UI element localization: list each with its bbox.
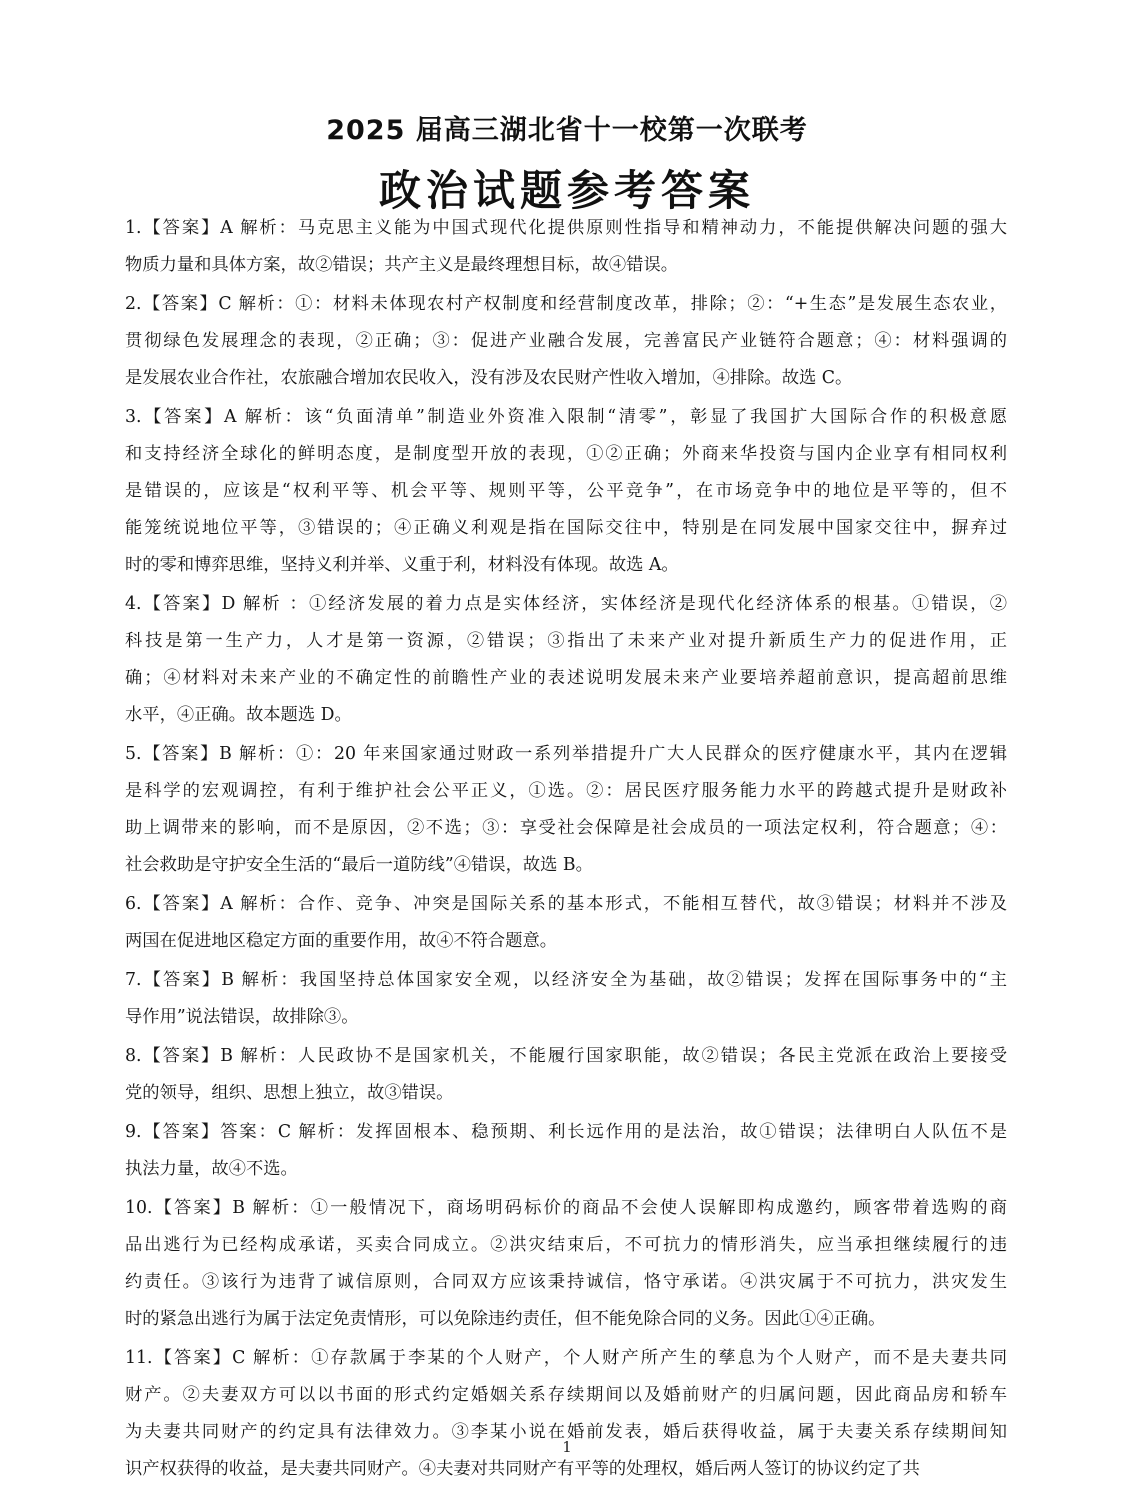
answer-line: 能笼统说地位平等，③错误的；④正确义利观是指在国际交往中，特别是在同发展中国家交往中，摒弃过 bbox=[125, 518, 1007, 538]
answer-line: 为夫妻共同财产的约定具有法律效力。③李某小说在婚前发表，婚后获得收益，属于夫妻关系存续期间知 bbox=[125, 1422, 1007, 1442]
answer-line: 是科学的宏观调控，有利于维护社会公平正义，①选。②：居民医疗服务能力水平的跨越式提升是财政补 bbox=[125, 781, 1007, 801]
answer-line: 财产。②夫妻双方可以以书面的形式约定婚姻关系存续期间以及婚前财产的归属问题，因此商品房和轿车 bbox=[125, 1385, 1007, 1405]
answer-line: 和支持经济全球化的鲜明态度，是制度型开放的表现，①②正确；外商来华投资与国内企业享有相同权利 bbox=[125, 444, 1007, 464]
answer-list bbox=[125, 210, 1007, 1490]
answer-item bbox=[125, 399, 1007, 584]
answer-line: 是错误的，应该是“权利平等、机会平等、规则平等，公平竞争”，在市场竞争中的地位是平等的，但不 bbox=[125, 481, 1007, 501]
exam-title: 2025 届高三湖北省十一校第一次联考 bbox=[326, 115, 808, 146]
answer-item bbox=[125, 1038, 1007, 1112]
answer-line: 3.【答案】A 解析：该“负面清单”制造业外资准入限制“清零”，彰显了我国扩大国际合作的积极意愿 bbox=[125, 407, 1007, 427]
answer-line: 品出逃行为已经构成承诺，买卖合同成立。②洪灾结束后，不可抗力的情形消失，应当承担继续履行的违 bbox=[125, 1235, 1007, 1255]
answer-line: 6.【答案】A 解析：合作、竞争、冲突是国际关系的基本形式，不能相互替代，故③错误；材料并不涉及 bbox=[125, 894, 1007, 914]
answer-line: 水平，④正确。故本题选 D。 bbox=[125, 705, 352, 725]
answer-item bbox=[125, 1190, 1007, 1338]
answer-line: 1.【答案】A 解析：马克思主义能为中国式现代化提供原则性指导和精神动力，不能提供解决问题的强大 bbox=[125, 218, 1007, 238]
answer-line: 是发展农业合作社，农旅融合增加农民收入，没有涉及农民财产性收入增加，④排除。故选 C。 bbox=[125, 368, 853, 388]
answer-line: 物质力量和具体方案，故②错误；共产主义是最终理想目标，故④错误。 bbox=[125, 255, 679, 275]
answer-line: 时的零和博弈思维，坚持义利并举、义重于利，材料没有体现。故选 A。 bbox=[125, 555, 679, 575]
page-number: 1 bbox=[562, 1438, 572, 1456]
document-title: 政治试题参考答案 bbox=[378, 166, 755, 215]
answer-line: 约责任。③该行为违背了诚信原则，合同双方应该秉持诚信，恪守承诺。④洪灾属于不可抗力，洪灾发生 bbox=[125, 1272, 1007, 1292]
answer-item bbox=[125, 210, 1007, 284]
answer-item bbox=[125, 1114, 1007, 1188]
answer-line: 2.【答案】C 解析：①：材料未体现农村产权制度和经营制度改革，排除；②：“+生态”是发展生态农业， bbox=[125, 294, 1007, 314]
answer-item bbox=[125, 736, 1007, 884]
answer-line: 党的领导，组织、思想上独立，故③错误。 bbox=[125, 1083, 454, 1103]
answer-line: 两国在促进地区稳定方面的重要作用，故④不符合题意。 bbox=[125, 931, 558, 951]
answer-line: 时的紧急出逃行为属于法定免责情形，可以免除违约责任，但不能免除合同的义务。因此①④正确。 bbox=[125, 1309, 886, 1329]
answer-item bbox=[125, 1340, 1007, 1488]
answer-line: 11.【答案】C 解析：①存款属于李某的个人财产，个人财产所产生的孳息为个人财产，而不是夫妻共同 bbox=[125, 1348, 1007, 1368]
answer-line: 执法力量，故④不选。 bbox=[125, 1159, 298, 1179]
answer-line: 助上调带来的影响，而不是原因，②不选；③：享受社会保障是社会成员的一项法定权利，符合题意；④： bbox=[125, 818, 1007, 838]
answer-line: 科技是第一生产力，人才是第一资源，②错误；③指出了未来产业对提升新质生产力的促进作用，正 bbox=[125, 631, 1007, 651]
answer-line: 贯彻绿色发展理念的表现，②正确；③：促进产业融合发展，完善富民产业链符合题意；④：材料强调的 bbox=[125, 331, 1007, 351]
answer-line: 7.【答案】B 解析：我国坚持总体国家安全观，以经济安全为基础，故②错误；发挥在国际事务中的“主 bbox=[125, 970, 1007, 990]
answer-item bbox=[125, 586, 1007, 734]
answer-line: 8.【答案】B 解析：人民政协不是国家机关，不能履行国家职能，故②错误；各民主党派在政治上要接受 bbox=[125, 1046, 1007, 1066]
answer-line: 4.【答案】D 解析 ：①经济发展的着力点是实体经济，实体经济是现代化经济体系的根基。①错误，② bbox=[125, 594, 1007, 614]
answer-line: 导作用”说法错误，故排除③。 bbox=[125, 1007, 359, 1027]
answer-line: 识产权获得的收益，是夫妻共同财产。④夫妻对共同财产有平等的处理权，婚后两人签订的协议约定了共 bbox=[125, 1459, 920, 1479]
answer-item bbox=[125, 886, 1007, 960]
answer-item bbox=[125, 286, 1007, 397]
answer-item bbox=[125, 962, 1007, 1036]
answer-line: 社会救助是守护安全生活的“最后一道防线”④错误，故选 B。 bbox=[125, 855, 593, 875]
answer-line: 9.【答案】答案：C 解析：发挥固根本、稳预期、利长远作用的是法治，故①错误；法律明白人队伍不是 bbox=[125, 1122, 1007, 1142]
answer-line: 10.【答案】B 解析：①一般情况下，商场明码标价的商品不会使人误解即构成邀约，顾客带着选购的商 bbox=[125, 1198, 1007, 1218]
answer-line: 5.【答案】B 解析：①：20 年来国家通过财政一系列举措提升广大人民群众的医疗健康水平，其内在逻辑 bbox=[125, 744, 1007, 764]
answer-line: 确；④材料对未来产业的不确定性的前瞻性产业的表述说明发展未来产业要培养超前意识，提高超前思维 bbox=[125, 668, 1007, 688]
